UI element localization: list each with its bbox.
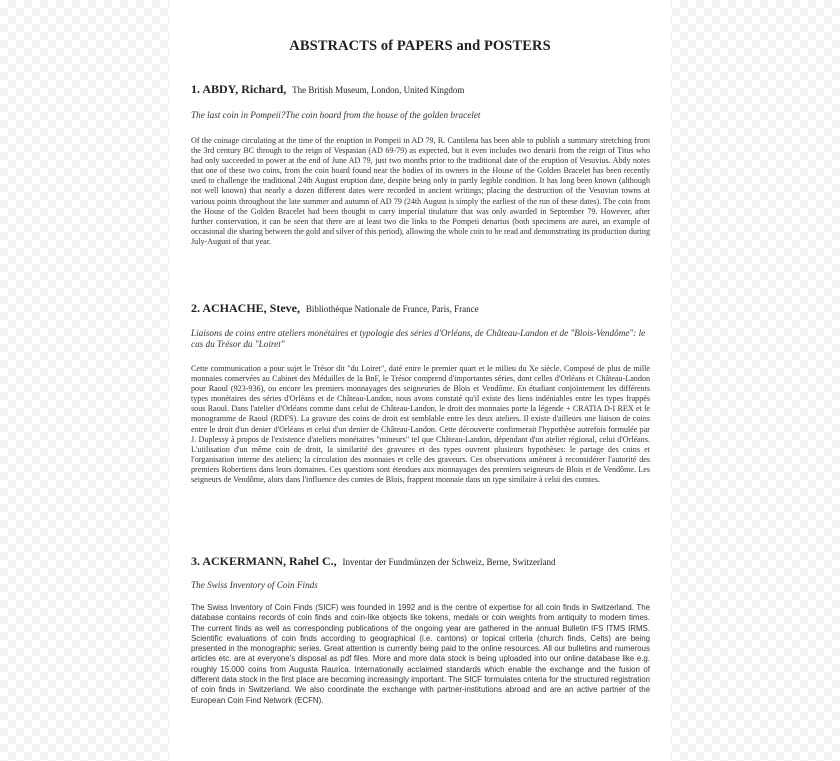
abstract-heading xyxy=(191,301,656,316)
abstract-body: Cette communication a pour sujet le Trésor dit "du Loiret", daté entre le premier quart et le milieu du Xe siècle. Composé de plus de mille monnaies conservées au Cabinet des Médailles de la BnF, le Trésor comprend d'importantes séries, dont celles d'Orléans et Château-Landon pour Raoul (923-936), ou encore les premiers monnayages des seigneuries de Blois et Vendôme. En étudiant conjointement les différents types monétaires des séries d'Orléans et de Château-Landon, nous avons constaté qu'il existe des liens indéniables entre les types frappés sous Raoul. Dans l'atelier d'Orléans comme dans celui de Château-Landon, le droit des monnaies porte la légende + CRATIA D-I REX et le monogramme de Raoul (RDFS). La gravure des coins de droit est semblable entre les deux ateliers. Il existe d'ailleurs une liaison de coins entre le droit d'un denier d'Orléans et celui d'un denier de Château-Landon. Cette découverte confirmerait l'hypothèse autrefois formulée par J. Duplessy à propos de l'existence d'ateliers monétaires "mineurs" tel que Château-Landon, dépendant d'un atelier régional, celui d'Orléans. L'utilisation d'un même coin de droit, la similarité des gravures et des types ouvrent plusieurs hypothèses: le partage des coins et l'organisation interne des ateliers; la circulation des monnaies et celle des graveurs. Ces observations amènent à reconsidérer l'autorité des premiers Robertiens dans leurs domaines. Ces questions sont étendues aux monnayages des premiers seigneurs de Blois et de Vendôme. Les seigneurs de Vendôme, alors dans l'influence des comtes de Blois, frappent monnaie dans un type similaire à celui des comtes. xyxy=(191,364,650,485)
abstract-title: The last coin in Pompeii?The coin hoard from the house of the golden bracelet xyxy=(191,110,481,120)
document-page xyxy=(170,0,670,761)
abstract-title: The Swiss Inventory of Coin Finds xyxy=(191,580,318,590)
abstract-title: Liaisons de coins entre ateliers monétaires et typologie des séries d'Orléans, de Château-Landon et de "Blois-Vendôme": le cas du Trésor du "Loiret" xyxy=(191,328,646,349)
abstract-body: The Swiss Inventory of Coin Finds (SICF) was founded in 1992 and is the centre of expertise for all coin finds in Switzerland. The database contains records of coin finds and coin-like objects like tokens, medals or coin weights from antiquity to modern times. The current finds as well as corresponding publications of the ongoing year are gathered in the annual Bulletin IFS ITMS IRMS. Scientific evaluations of coin finds according to geographical (i.e. cantons) or topical criteria (church finds, Celts) are being presented in the monographic series. Great attention is currently being paid to the online resources. All our bulletins and numerous articles etc. are at everyone's disposal as pdf files. More and more data stock is being uploaded into our online database like e.g. roughly 15.000 coins from Augusta Raurica. Internationally acclaimed standards which enable the exchange and the fusion of different data stock in the first place are becoming increasingly important. The SICF formulates criteria for the structured registration of coin finds in Switzerland. We also coordinate the exchange with partner-institutions abroad and are an active partner of the European Coin Find Network (ECFN). xyxy=(191,603,650,705)
author-name: 3. ACKERMANN, Rahel C., xyxy=(191,554,337,568)
author-name: 1. ABDY, Richard, xyxy=(191,82,287,96)
author-affiliation: The British Museum, London, United Kingdom xyxy=(292,85,465,95)
author-affiliation: Bibliothèque Nationale de France, Paris, France xyxy=(305,304,479,314)
author-name: 2. ACHACHE, Steve, xyxy=(191,301,300,315)
abstract-body: Of the coinage circulating at the time of the eruption in Pompeii in AD 79, R. Cantilena has been able to publish a summary stretching from the 3rd century BC through to the reign of Vespasian (AD 69-79) as expected, but it even includes two denarii from the reign of Titus who had only succeeded to power at the end of June AD 79, just two months prior to the traditional date of the eruption of Vesuvius. Abdy notes that one of these two coins, from the coin hoard found near the bodies of its owners in the House of the Golden Bracelet has been recently used to challenge the traditional 24th August eruption date, despite being only in partly legible condition. It has long been known (although not well known) that nearly a dozen different dates were recorded in ancient writings; placing the destruction of the Vesuvian towns at various points throughout the late summer and autumn of AD 79 (24th August is simply the earliest of the run of these dates). The coin from the House of the Golden Bracelet had been thought to carry imperial titulature that was only awarded in September 79. However, after further conservation, it can be seen that there are at least two die links to the Pompeii denarius (both specimens are aurei, an example of occasional die sharing between the gold and silver of this period), allowing the whole coin to be read and demonstrating its production during July-August of that year. xyxy=(191,136,650,246)
author-affiliation: Inventar der Fundmünzen der Schweiz, Berne, Switzerland xyxy=(342,557,556,567)
document-title: ABSTRACTS of PAPERS and POSTERS xyxy=(289,38,551,54)
abstract-heading xyxy=(191,554,656,569)
abstract-heading xyxy=(191,82,656,97)
